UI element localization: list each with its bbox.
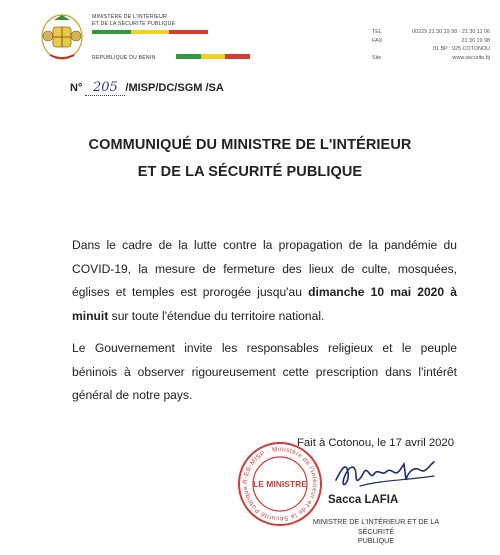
official-stamp [236, 440, 324, 528]
contact-line: TEL 00229 21 30 19 98 · 21 30 11 06 [372, 29, 490, 35]
contact-line: 01 BP : 925 COTONOU [432, 46, 490, 52]
contact-line: Site www.securite.bj [372, 54, 490, 61]
handwritten-number: 205 [85, 80, 125, 96]
flag-stripe-bottom [176, 54, 250, 59]
signatory-title [296, 517, 456, 546]
reference-prefix: N° [70, 82, 83, 94]
flag-stripe-top [92, 30, 208, 34]
reference-number [70, 80, 224, 96]
stamp-center-text: LE MINISTRE [253, 479, 307, 489]
signatory-title-line-2: PUBLIQUE [357, 536, 395, 545]
ministry-line-2: ET DE LA SÉCURITÉ PUBLIQUE [92, 20, 176, 27]
deadline-bold: dimanche 10 mai 2020 à minuit [72, 285, 457, 324]
signatory-name: Sacca LAFIA [328, 494, 399, 506]
place-date: Fait à Cotonou, le 17 avril 2020 [297, 437, 454, 449]
contact-block [372, 28, 490, 62]
reference-suffix: /MISP/DC/SGM /SA [125, 82, 224, 94]
svg-text:R-EB-MISP · Ministère de l'Int: R-EB-MISP · Ministère de l'Intérieur et de la Sécurité Publique [241, 445, 319, 523]
republic-label: RÉPUBLIQUE DU BÉNIN [92, 55, 156, 61]
paragraph-2: Le Gouvernement invite les responsables religieux et le peuple béninois à observer rigoureusement cette prescription dans l'intérêt général de notre pays. [72, 341, 457, 403]
document-title-line-1: COMMUNIQUÉ DU MINISTRE DE L'INTÉRIEUR [88, 137, 412, 153]
handwritten-signature [330, 450, 440, 500]
ministry-name [92, 14, 175, 27]
signatory-title-line-1: MINISTRE DE L'INTÉRIEUR ET DE LA SÉCURITÉ [312, 517, 440, 536]
ministry-line-1: MINISTÈRE DE L'INTÉRIEUR [92, 14, 167, 20]
document-title-line-2: ET DE LA SÉCURITÉ PUBLIQUE [137, 164, 363, 180]
paragraph-1: Dans le cadre de la lutte contre la propagation de la pandémie du COVID-19, la mesure de fermeture des lieux de culte, mosquées, églises et temples est prorogée jusqu'au dimanche 10 mai 2020 à minuit sur toute l'étendue du territoire national. [72, 238, 457, 324]
contact-line: FAX 21 30 19 98 [372, 37, 490, 44]
coat-of-arms-emblem [40, 12, 84, 62]
